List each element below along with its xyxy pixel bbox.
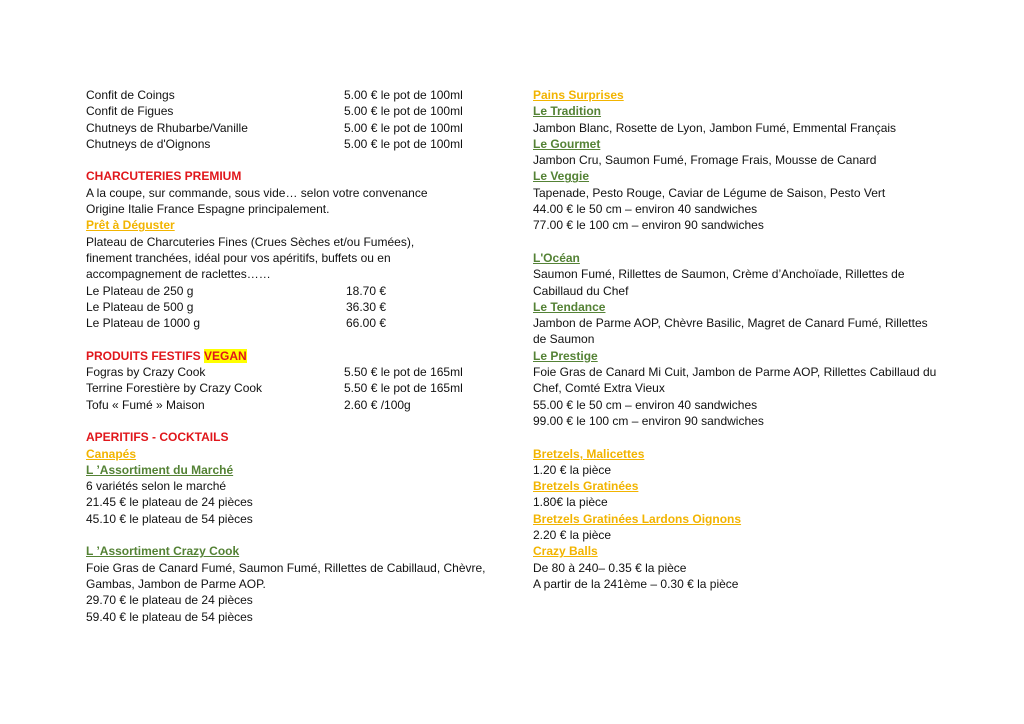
text-line: 45.10 € le plateau de 54 pièces <box>86 511 253 526</box>
list-item <box>86 397 506 413</box>
subsection-title-bretzels: Bretzels, Malicettes <box>533 446 645 461</box>
list-item <box>86 299 506 315</box>
price-line: 1.20 € la pièce <box>533 462 612 477</box>
text-line: Chef, Comté Extra Vieux <box>533 381 665 396</box>
price-line: 2.20 € la pièce <box>533 528 612 543</box>
item-name: Chutneys de d'Oignons <box>86 136 211 151</box>
item-price: 5.00 € le pot de 100ml <box>344 88 463 102</box>
text-line: Cabillaud du Chef <box>533 283 629 298</box>
list-item <box>86 87 506 103</box>
text-line: Plateau de Charcuteries Fines (Crues Sèches et/ou Fumées), <box>86 234 415 249</box>
text-line: Jambon Blanc, Rosette de Lyon, Jambon Fumé, Emmental Français <box>533 120 897 135</box>
item-name: Le Plateau de 1000 g <box>86 316 201 331</box>
text-line: Saumon Fumé, Rillettes de Saumon, Crème d’Anchoïade, Rillettes de <box>533 267 905 282</box>
text-line: Jambon de Parme AOP, Chèvre Basilic, Magret de Canard Fumé, Rillettes <box>533 316 928 331</box>
item-price: 66.00 € <box>346 316 387 331</box>
subsection-title-ocean: L'Océan <box>533 250 580 265</box>
text-line: 6 variétés selon le marché <box>86 479 227 494</box>
section-title-text: PRODUITS FESTIFS <box>86 348 205 363</box>
subsection-title-gourmet: Le Gourmet <box>533 136 601 151</box>
section-title-aperitifs: APERITIFS - COCKTAILS <box>86 430 229 445</box>
item-name: Chutneys de Rhubarbe/Vanille <box>86 120 248 135</box>
item-price: 2.60 € /100g <box>344 397 411 412</box>
item-price: 5.00 € le pot de 100ml <box>344 136 463 151</box>
item-price: 5.50 € le pot de 165ml <box>344 381 463 396</box>
item-name: Le Plateau de 500 g <box>86 299 194 314</box>
list-item <box>86 315 506 331</box>
subsection-title-veggie: Le Veggie <box>533 169 590 184</box>
item-price: 5.50 € le pot de 165ml <box>344 365 463 380</box>
list-item <box>86 364 506 380</box>
subsection-title-crazy-balls: Crazy Balls <box>533 544 598 559</box>
subsection-title-tendance: Le Tendance <box>533 299 606 314</box>
text-line: finement tranchées, idéal pour vos apéritifs, buffets ou en <box>86 250 391 265</box>
subsection-title-bretzels-gratinees: Bretzels Gratinées <box>533 479 639 494</box>
item-name: Terrine Forestière by Crazy Cook <box>86 381 263 396</box>
item-name: Confit de Coings <box>86 88 175 102</box>
text-line: 29.70 € le plateau de 24 pièces <box>86 593 253 608</box>
subsection-title-bretzels-lardons: Bretzels Gratinées Lardons Oignons <box>533 511 742 526</box>
section-title-festifs <box>86 348 506 364</box>
item-price: 18.70 € <box>346 283 387 298</box>
text-line: accompagnement de raclettes…… <box>86 267 271 282</box>
list-item <box>86 283 506 299</box>
left-column <box>86 87 506 625</box>
text-line: Jambon Cru, Saumon Fumé, Fromage Frais, Mousse de Canard <box>533 153 877 168</box>
section-description: Origine Italie France Espagne principalement. <box>86 202 330 217</box>
section-title-charcuteries: CHARCUTERIES PREMIUM <box>86 169 242 184</box>
list-item <box>86 136 506 152</box>
list-item <box>86 380 506 396</box>
price-line: 1.80€ la pièce <box>533 495 608 510</box>
text-line: 59.40 € le plateau de 54 pièces <box>86 609 253 624</box>
price-line: 99.00 € le 100 cm – environ 90 sandwiches <box>533 413 764 428</box>
text-line: Tapenade, Pesto Rouge, Caviar de Légume de Saison, Pesto Vert <box>533 185 886 200</box>
item-price: 5.00 € le pot de 100ml <box>344 104 463 119</box>
text-line: Gambas, Jambon de Parme AOP. <box>86 576 266 591</box>
subsection-title-tradition: Le Tradition <box>533 104 602 119</box>
vegan-highlight: VEGAN <box>204 348 247 363</box>
list-item <box>86 120 506 136</box>
item-name: Confit de Figues <box>86 104 174 119</box>
right-column <box>533 87 973 592</box>
item-price: 36.30 € <box>346 299 387 314</box>
list-item <box>86 103 506 119</box>
section-title-pains: Pains Surprises <box>533 88 624 102</box>
text-line: de Saumon <box>533 332 595 347</box>
item-name: Le Plateau de 250 g <box>86 283 194 298</box>
subsection-title-marche: L ’Assortiment du Marché <box>86 462 234 477</box>
price-line: A partir de la 241ème – 0.30 € la pièce <box>533 576 739 591</box>
price-line: De 80 à 240– 0.35 € la pièce <box>533 560 687 575</box>
price-line: 55.00 € le 50 cm – environ 40 sandwiches <box>533 397 758 412</box>
subsection-title-prestige: Le Prestige <box>533 348 598 363</box>
subsection-title-canapes: Canapés <box>86 446 137 461</box>
text-line: 21.45 € le plateau de 24 pièces <box>86 495 253 510</box>
section-description: A la coupe, sur commande, sous vide… selon votre convenance <box>86 185 428 200</box>
item-price: 5.00 € le pot de 100ml <box>344 120 463 135</box>
item-name: Fogras by Crazy Cook <box>86 365 206 380</box>
item-name: Tofu « Fumé » Maison <box>86 397 205 412</box>
subsection-title-crazy: L ’Assortiment Crazy Cook <box>86 544 240 559</box>
text-line: Foie Gras de Canard Fumé, Saumon Fumé, Rillettes de Cabillaud, Chèvre, <box>86 560 486 575</box>
price-line: 77.00 € le 100 cm – environ 90 sandwiches <box>533 218 764 233</box>
subsection-title-pret: Prêt à Déguster <box>86 218 175 233</box>
text-line: Foie Gras de Canard Mi Cuit, Jambon de Parme AOP, Rillettes Cabillaud du <box>533 365 937 380</box>
price-line: 44.00 € le 50 cm – environ 40 sandwiches <box>533 202 758 217</box>
